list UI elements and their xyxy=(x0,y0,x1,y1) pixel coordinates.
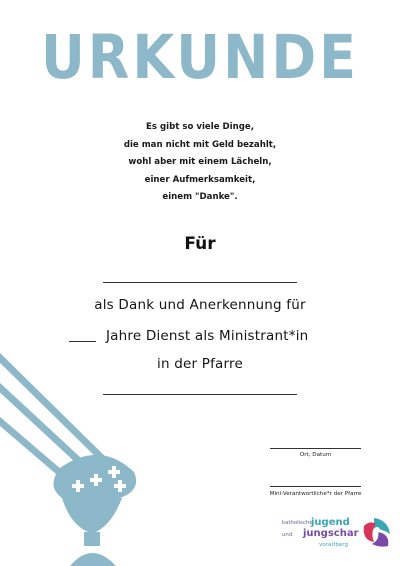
logo-text-vorarlberg: vorarlberg xyxy=(319,542,349,548)
quote-line: Es gibt so viele Dinge, xyxy=(146,122,254,132)
quote-line: wohl aber mit einem Lächeln, xyxy=(128,157,272,167)
dedication-line-3: in der Pfarre xyxy=(157,356,243,372)
fuer-label: Für xyxy=(184,234,216,254)
signature-line[interactable] xyxy=(270,486,361,487)
logo-text-jugend: jugend xyxy=(311,517,350,528)
quote-line: einer Aufmerksamkeit, xyxy=(144,174,256,185)
censer-foot-icon xyxy=(84,532,100,546)
recipient-name-line[interactable] xyxy=(103,282,297,283)
censer-chain-icon xyxy=(0,418,66,478)
organization-logo xyxy=(282,516,394,556)
years-blank-line[interactable] xyxy=(69,341,96,342)
place-date-line[interactable] xyxy=(270,448,361,449)
place-date-label: Ort, Datum xyxy=(299,452,332,458)
logo-text-katholische: katholische xyxy=(282,520,313,526)
censer-chain-icon xyxy=(0,354,112,468)
quote-block xyxy=(0,119,400,207)
censer-base-icon xyxy=(70,553,116,566)
quote-line: einem "Danke". xyxy=(162,192,238,202)
censer-illustration xyxy=(0,348,160,566)
certificate-title: URKUNDE xyxy=(40,22,360,93)
quote-line: die man nicht mit Geld bezahlt, xyxy=(123,139,277,150)
dedication-line-1: als Dank und Anerkennung für xyxy=(94,297,306,313)
signer-label: Mini-Verantwortliche*r der Pfarre xyxy=(269,491,362,497)
dedication-line-2: Jahre Dienst als Ministrant*in xyxy=(106,328,309,344)
censer-bowl-icon xyxy=(62,498,122,532)
logo-mark-icon xyxy=(360,516,394,550)
logo-text-und: und xyxy=(282,532,293,538)
logo-text-jungschar: jungschar xyxy=(303,528,359,539)
